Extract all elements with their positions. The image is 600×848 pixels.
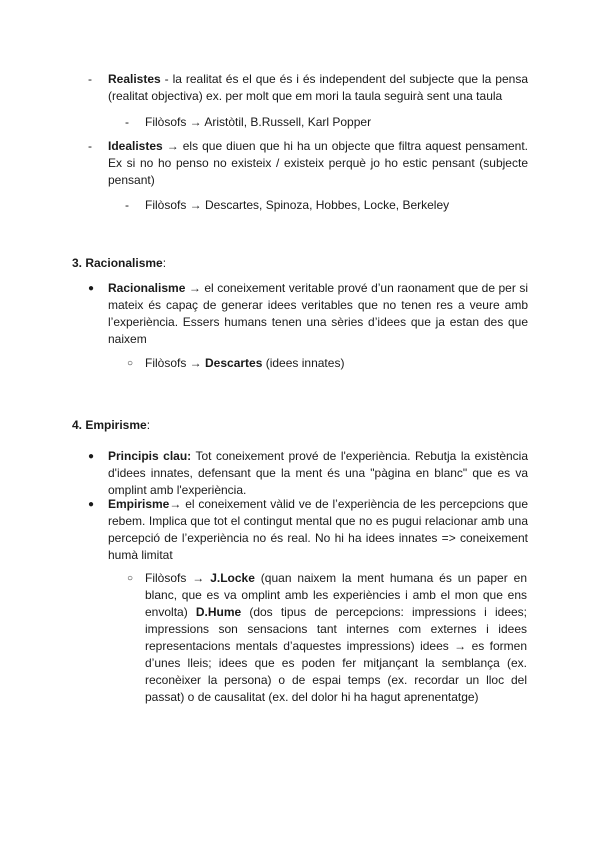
list-item-idealistes bbox=[88, 138, 528, 189]
term-principis-clau: Principis clau: bbox=[108, 449, 192, 463]
dash-marker: - bbox=[88, 72, 92, 86]
term-empirisme: Empirisme bbox=[108, 497, 170, 511]
sub-item-text bbox=[145, 570, 527, 706]
sub-item-idealistes-philosophers bbox=[125, 197, 525, 214]
list-item-principis-clau bbox=[88, 448, 528, 499]
bullet-marker: ● bbox=[88, 499, 95, 510]
bullet-marker: ● bbox=[88, 451, 95, 462]
heading-colon: : bbox=[162, 256, 167, 270]
sub-suffix: (idees innates) bbox=[262, 356, 345, 370]
sub-prefix: Filòsofs → bbox=[145, 356, 206, 370]
list-item-text bbox=[108, 138, 528, 189]
heading-racionalisme bbox=[72, 255, 166, 272]
heading-text: 4. Empirisme bbox=[72, 418, 147, 432]
list-item-text bbox=[108, 71, 528, 105]
sub-prefix: Filòsofs → bbox=[145, 571, 211, 585]
list-item-racionalisme bbox=[88, 280, 528, 348]
locke-description: (quan naixem la ment humana és un paper en blanc, que es va omplint amb les experiències i amb el mon que ens envolta) bbox=[145, 571, 527, 619]
definition-text: → els que diuen que hi ha un objecte que filtra aquest pensament. Ex si no ho penso no existeix / existeix perquè jo ho estic pensant (subjecte pensant) bbox=[108, 139, 528, 187]
heading-colon: : bbox=[146, 418, 151, 432]
sub-item-text: Filòsofs → Descartes, Spinoza, Hobbes, Locke, Berkeley bbox=[145, 198, 450, 212]
term-idealistes: Idealistes bbox=[108, 139, 163, 153]
list-item-empirisme bbox=[88, 496, 528, 564]
definition-text: - la realitat és el que és i és independent del subjecte que la pensa (realitat objectiva) ex. per molt que em mori la taula seguirà sent una taula bbox=[108, 72, 528, 103]
list-item-realistes bbox=[88, 71, 528, 105]
philosopher-locke: J.Locke bbox=[210, 571, 255, 585]
circle-marker: ○ bbox=[127, 358, 134, 369]
sub-item-text bbox=[145, 355, 527, 372]
dash-marker: - bbox=[88, 139, 92, 153]
heading-empirisme bbox=[72, 417, 150, 434]
list-item-text bbox=[108, 448, 528, 499]
bullet-marker: ● bbox=[88, 283, 95, 294]
hume-description: (dos tipus de percepcions: impressions i idees; impressions son sensacions tant internes com externes i idees representacions mentals d’aquestes impressions) idees → es formen d’unes lleis; idees que es poden fer mitjançant la semblança (ex. reconèixer la persona) o de espai temps (ex. recordar un lloc del passat) o de causalitat (ex. del dolor hi ha hagut aprenentatge) bbox=[145, 605, 527, 704]
philosopher-descartes: Descartes bbox=[205, 356, 263, 370]
definition-text: → el coneixement vàlid ve de l’experiència de les percepcions que rebem. Implica que tot el contingut mental que no es pugui relacionar amb una percepció de l’experiència no és real. No hi ha idees innates => coneixement humà limitat bbox=[108, 497, 528, 562]
heading-text: 3. Racionalisme bbox=[72, 256, 163, 270]
philosopher-hume: D.Hume bbox=[195, 605, 242, 619]
term-racionalisme: Racionalisme bbox=[108, 281, 186, 295]
definition-text: → el coneixement veritable prové d’un raonament que de per si mateix és capaç de generar idees veritables que no tenen res a veure amb l’experiència. Essers humans tenen una sèries d’idees que ja estan des que naixem bbox=[108, 281, 528, 346]
definition-text: Tot coneixement prové de l'experiència. Rebutja la existència d'idees innates, defensant que la ment és una "pàgina en blanc" que es va omplint amb l'experiència. bbox=[108, 449, 529, 497]
sub-item-text: Filòsofs → Aristòtil, B.Russell, Karl Popper bbox=[145, 115, 372, 129]
sub-item-empirisme-philosophers bbox=[127, 570, 527, 706]
sub-item-racionalisme-philosophers bbox=[127, 355, 527, 372]
list-item-text bbox=[108, 496, 528, 564]
list-item-text bbox=[108, 280, 528, 348]
term-realistes: Realistes bbox=[108, 72, 161, 86]
circle-marker: ○ bbox=[127, 573, 134, 584]
dash-marker: - bbox=[125, 115, 129, 129]
sub-item-realistes-philosophers bbox=[125, 114, 525, 131]
dash-marker: - bbox=[125, 198, 129, 212]
